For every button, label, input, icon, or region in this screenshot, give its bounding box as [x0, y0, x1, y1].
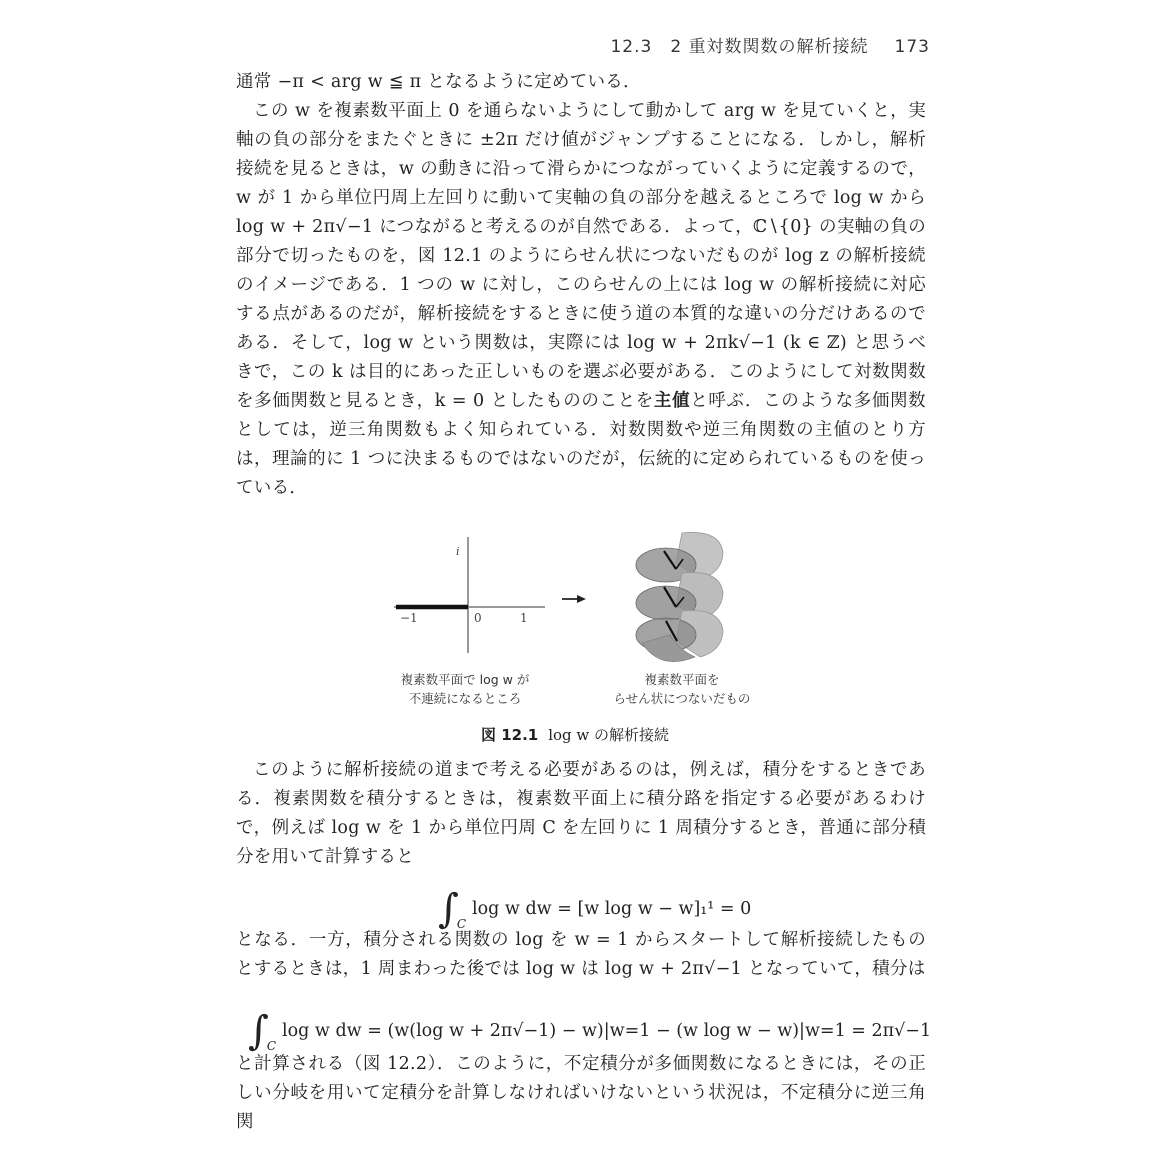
equation-1 — [438, 878, 752, 932]
right-label-line-2: らせん状につないだもの — [613, 691, 751, 706]
page-number: 173 — [894, 37, 930, 57]
figure-left-label — [380, 670, 550, 708]
integral-sign: ∫ — [248, 1008, 269, 1054]
paragraph-4: となる．一方，積分される関数の log を w = 1 からスタートして解析接続したものとするときは，1 周まわった後では log w は log w + 2π√−1 となっていて，積分は — [236, 930, 926, 979]
section-title: 12.3 2 重対数関数の解析接続 — [610, 37, 869, 57]
figure-right-label — [592, 670, 772, 708]
paragraph-2-text-a: この w を複素数平面上 0 を通らないようにして動かして arg w を見ていくと，実軸の負の部分をまたぐときに ±2π だけ値がジャンプすることになる．しかし，解析接続を見るときは，w の動きに沿って滑らかにつながっていくように定義するので，w が 1 から単位円周上左回りに動いて実軸の負の部分を越えるところで log w から log w + 2π√−1 につながると考えるのが自然である．よって，ℂ∖{0} の実軸の負の部分で切ったものを，図 12.1 のようにらせん状につないだものが log z の解析接続のイメージである．1 つの w に対し，このらせんの上には log w の解析接続に対応する点があるのだが，解析接続をするときに使う道の本質的な違いの分だけあるのである．そして，log w という関数は，実際には log w + 2πk√−1 (k ∈ ℤ) と思うべきで，この k は目的にあった正しいものを選ぶ必要がある．このようにして対数関数を多価関数と見るとき，k = 0 としたもののことを — [236, 101, 926, 411]
tick-1: 1 — [520, 611, 528, 625]
figure-caption — [0, 724, 1150, 745]
right-label-line-1: 複素数平面を — [644, 672, 720, 687]
paragraph-5: と計算される（図 12.2）．このように，不定積分が多価関数になるときには，その正しい分岐を用いて定積分を計算しなければいけないという状況は，不定積分に逆三角関 — [236, 1054, 926, 1132]
tick-0: 0 — [474, 611, 482, 625]
paragraph-2-text-b: と呼ぶ．このような多価関数としては，逆三角関数もよく知られている．対数関数や逆三角関数の主値のとり方は，理論的に 1 つに決まるものではないのだが，伝統的に定められているものを使っている． — [236, 391, 926, 498]
principal-value-term: 主値 — [653, 391, 691, 411]
equation-2-body: log w dw = (w(log w + 2π√−1) − w)|w=1 − (w log w − w)|w=1 = 2π√−1 — [282, 1021, 932, 1041]
axis-label-i: i — [456, 545, 460, 558]
integral-sign: ∫ — [438, 886, 459, 932]
paragraph-1: 通常 −π < arg w ≦ π となるように定めている． — [236, 72, 641, 92]
paragraph-3: このように解析接続の道まで考える必要があるのは，例えば，積分をするときである．複素関数を積分するときは，複素数平面上に積分路を指定する必要があるわけで，例えば log w を 1 から単位円周 C を左回りに 1 周積分するとき，普通に部分積分を用いて計算すると — [236, 760, 926, 867]
left-label-line-1: 複素数平面で log w が — [400, 672, 530, 687]
figure-caption-text: log w の解析接続 — [548, 726, 670, 744]
running-head — [600, 32, 930, 57]
left-label-line-2: 不連続になるところ — [408, 691, 522, 706]
arrow-icon — [562, 595, 586, 603]
integral-path-label: C — [456, 917, 467, 931]
equation-1-body: log w dw = [w log w − w]₁¹ = 0 — [472, 899, 752, 919]
complex-plane-diagram — [394, 537, 545, 653]
paragraph-2 — [236, 97, 926, 503]
integral-path-label: C — [266, 1039, 277, 1053]
riemann-surface-spiral — [636, 532, 723, 661]
tick-minus-1: −1 — [400, 611, 418, 625]
figure-caption-label: 図 12.1 — [480, 726, 539, 744]
equation-2 — [248, 1000, 932, 1054]
